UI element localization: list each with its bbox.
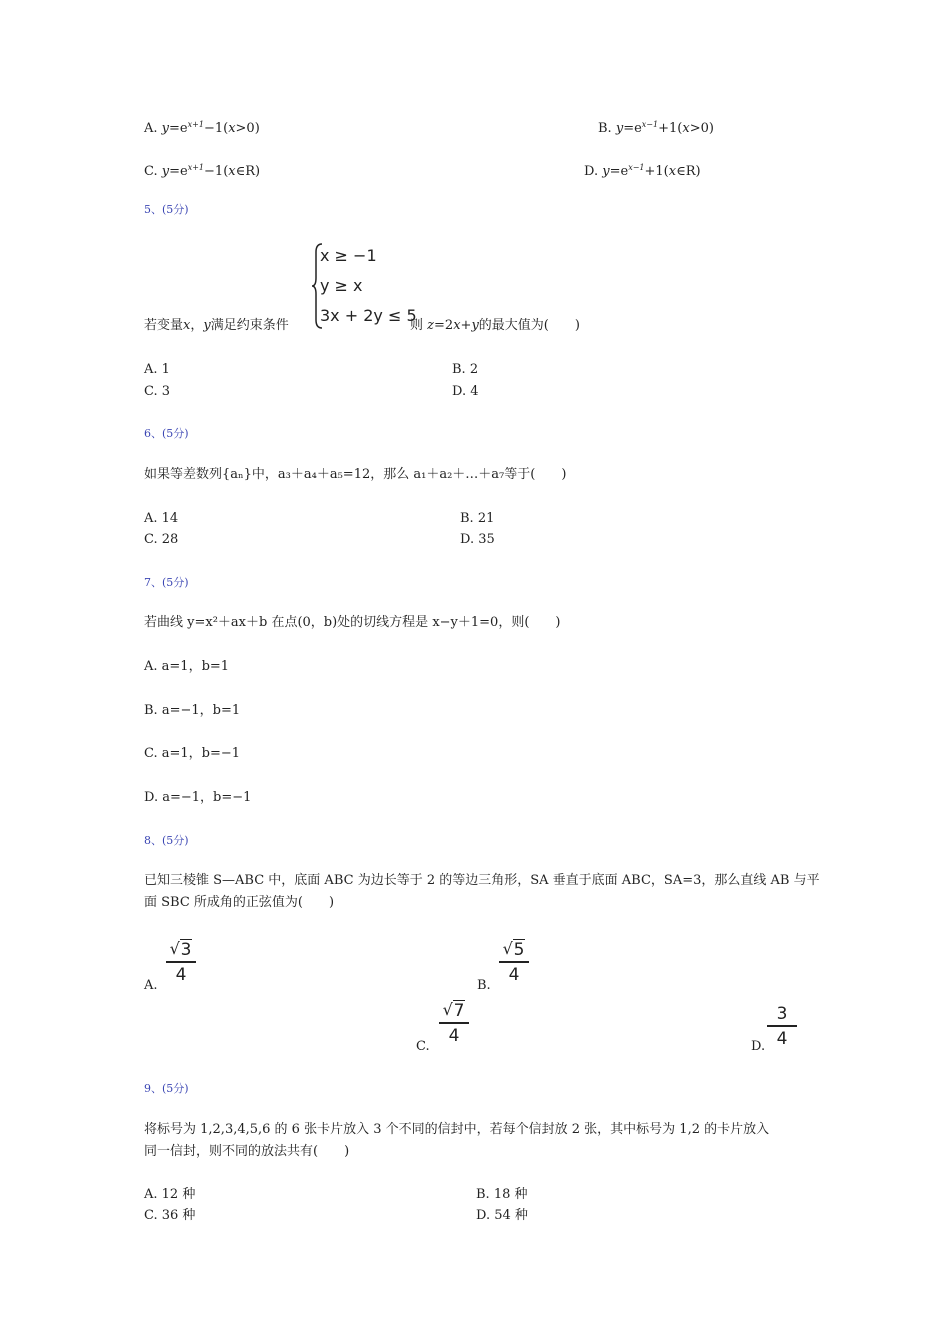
q8-option-b-fraction: √ 5 4 bbox=[499, 940, 529, 985]
constraint-system bbox=[312, 242, 417, 330]
q5-option-d: D. 4 bbox=[452, 384, 479, 399]
q9-option-a: A. 12 种 bbox=[144, 1187, 196, 1202]
q8-option-d-fraction bbox=[767, 1004, 797, 1049]
q5-stem-right: 则 z=2x+y的最大值为( ) bbox=[410, 318, 580, 333]
q9-option-d: D. 54 种 bbox=[476, 1208, 528, 1223]
q8-option-b-radicand: 5 bbox=[513, 940, 525, 960]
q9-stem-line2: 同一信封，则不同的放法共有( ) bbox=[144, 1144, 350, 1159]
q4-option-d: D. $y=e^{x-1}+1(x\in R)$ bbox=[584, 163, 701, 179]
q5-stem-left: 若变量x，y满足约束条件 bbox=[144, 318, 289, 333]
q6-stem: 如果等差数列{aₙ}中，a₃＋a₄＋a₅=12，那么 a₁＋a₂＋…＋a₇等于( ) bbox=[144, 467, 567, 482]
q4-option-c: C. $y=e^{x+1}-1(x\in R)$ bbox=[144, 163, 261, 179]
q6-option-a: A. 14 bbox=[144, 511, 179, 526]
q7-option-d: D. a=−1，b=−1 bbox=[144, 790, 252, 805]
q9-header: 9、(5分) bbox=[144, 1082, 189, 1095]
constraint-2: y ≥ x bbox=[320, 276, 363, 295]
q8-option-b-label: B. bbox=[477, 978, 491, 993]
q8-stem-line2: 面 SBC 所成角的正弦值为( ) bbox=[144, 895, 335, 910]
q6-header: 6、(5分) bbox=[144, 427, 189, 440]
q8-option-a-label: A. bbox=[144, 978, 158, 993]
q8-option-c-label: C. bbox=[416, 1039, 430, 1054]
q5-option-c: C. 3 bbox=[144, 384, 171, 399]
q8-option-c-radicand: 7 bbox=[453, 1001, 465, 1021]
q7-option-a: A. a=1，b=1 bbox=[144, 659, 230, 674]
q7-stem: 若曲线 y=x²＋ax＋b 在点(0，b)处的切线方程是 x−y＋1=0，则( ) bbox=[144, 615, 561, 630]
q8-header: 8、(5分) bbox=[144, 834, 189, 847]
q7-option-c: C. a=1，b=−1 bbox=[144, 746, 241, 761]
q8-option-d-label: D. bbox=[751, 1039, 766, 1054]
q8-option-c-denominator: 4 bbox=[448, 1025, 460, 1046]
q5-option-a: A. 1 bbox=[144, 362, 170, 377]
q8-option-b-denominator: 4 bbox=[508, 964, 520, 985]
q5-option-b: B. 2 bbox=[452, 362, 479, 377]
q8-option-a-radicand: 3 bbox=[180, 940, 192, 960]
q4-option-a: A. $y=e^{x+1}-1(x>0)$ bbox=[144, 120, 260, 136]
q9-option-c: C. 36 种 bbox=[144, 1208, 196, 1223]
q9-stem-line1: 将标号为 1,2,3,4,5,6 的 6 张卡片放入 3 个不同的信封中，若每个信封放 2 张，其中标号为 1,2 的卡片放入 bbox=[144, 1122, 770, 1137]
constraint-3: 3x + 2y ≤ 5 bbox=[320, 306, 417, 325]
q9-option-b: B. 18 种 bbox=[476, 1187, 528, 1202]
q7-option-b: B. a=−1，b=1 bbox=[144, 703, 241, 718]
q4-option-b: B. $y=e^{x-1}+1(x>0)$ bbox=[598, 120, 714, 136]
q5-header: 5、(5分) bbox=[144, 203, 189, 216]
q8-stem-line1: 已知三棱锥 S—ABC 中，底面 ABC 为边长等于 2 的等边三角形，SA 垂直于底面 ABC，SA=3，那么直线 AB 与平 bbox=[144, 873, 820, 888]
q8-option-a-denominator: 4 bbox=[175, 964, 187, 985]
q6-option-b: B. 21 bbox=[460, 511, 495, 526]
q7-header: 7、(5分) bbox=[144, 576, 189, 589]
q8-option-d-numerator: 3 bbox=[776, 1004, 788, 1024]
constraint-1: x ≥ −1 bbox=[320, 246, 377, 265]
q8-option-d-denominator: 4 bbox=[776, 1028, 788, 1049]
q6-option-c: C. 28 bbox=[144, 532, 179, 547]
q6-option-d: D. 35 bbox=[460, 532, 495, 547]
q8-option-a-fraction: √ 3 4 bbox=[166, 940, 196, 985]
q8-option-c-fraction: √ 7 4 bbox=[439, 1001, 469, 1046]
